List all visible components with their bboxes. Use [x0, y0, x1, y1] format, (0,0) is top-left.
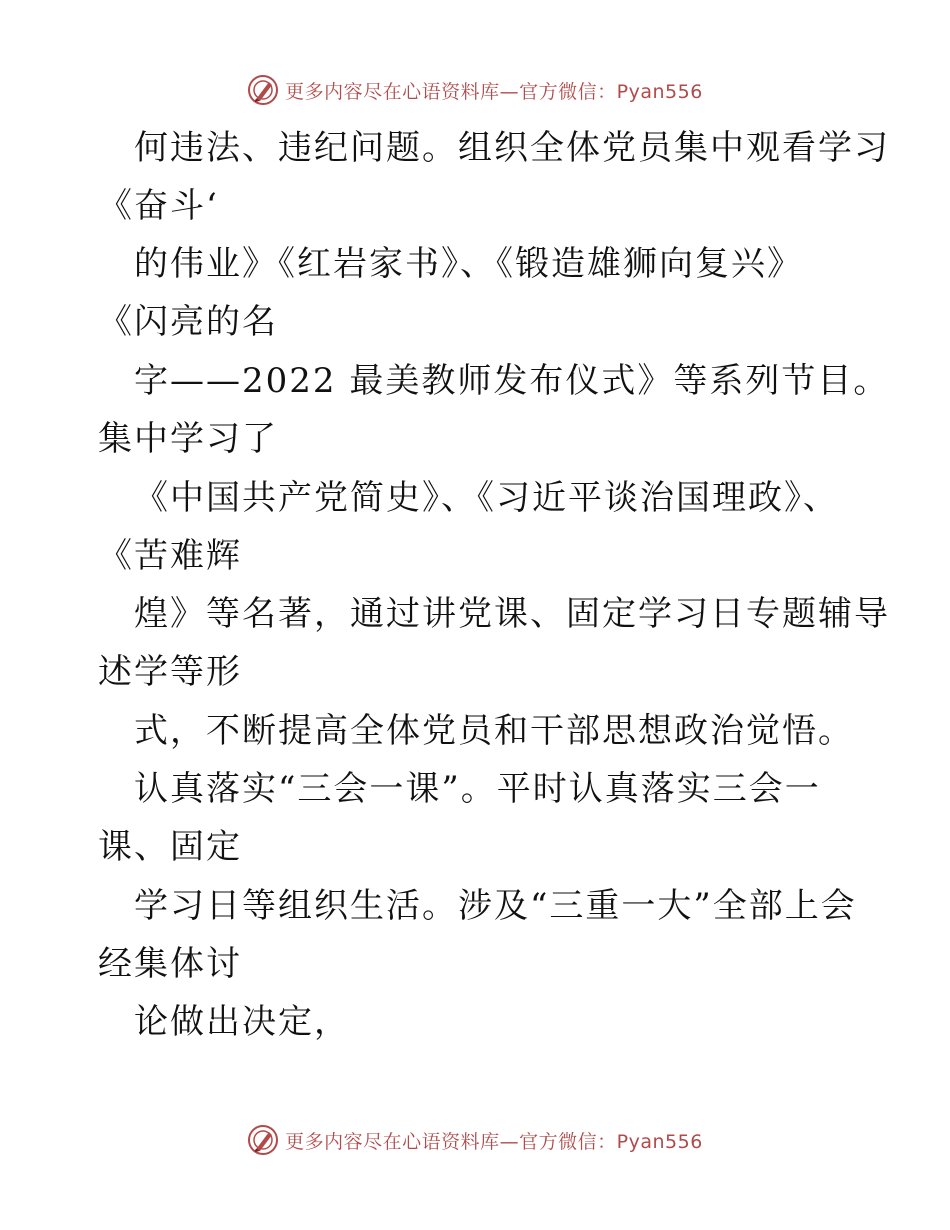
body-line-1: 何违法、违纪问题。组织全体党员集中观看学习 [134, 128, 890, 168]
body-line-4: 《闪亮的名 [98, 302, 278, 342]
body-line-2: 《奋斗‘ [98, 186, 219, 226]
body-line-16: 论做出决定， [134, 1002, 350, 1042]
body-line-9: 煌》等名著，通过讲党课、固定学习日专题辅导 [134, 594, 890, 634]
body-line-15: 经集体讨 [98, 944, 242, 984]
body-line-3: 的伟业》《红岩家书》、《锻造雄狮向复兴》 [134, 244, 803, 284]
body-line-10: 述学等形 [98, 652, 242, 692]
body-line-12: 认真落实“三会一课”。平时认真落实三会一 [134, 769, 821, 809]
body-line-6: 集中学习了 [98, 419, 278, 459]
footer-watermark [0, 1120, 950, 1160]
body-line-5: 字——2022 最美教师发布仪式》等系列节目。 [134, 361, 890, 401]
header-watermark [0, 70, 950, 110]
body-line-13: 课、固定 [98, 827, 242, 867]
body-line-14: 学习日等组织生活。涉及“三重一大”全部上会 [134, 886, 857, 926]
body-line-11: 式，不断提高全体党员和干部思想政治觉悟。 [134, 711, 854, 751]
footer-watermark-text: 更多内容尽在心语资料库—官方微信：Pyan556 [285, 1130, 703, 1153]
body-line-8: 《苦难辉 [98, 536, 242, 576]
pen-logo-icon [247, 74, 279, 106]
header-watermark-text: 更多内容尽在心语资料库—官方微信：Pyan556 [285, 80, 703, 103]
body-line-7: 《中国共产党简史》、《习近平谈治国理政》、 [134, 478, 839, 518]
pen-logo-icon [247, 1124, 279, 1156]
